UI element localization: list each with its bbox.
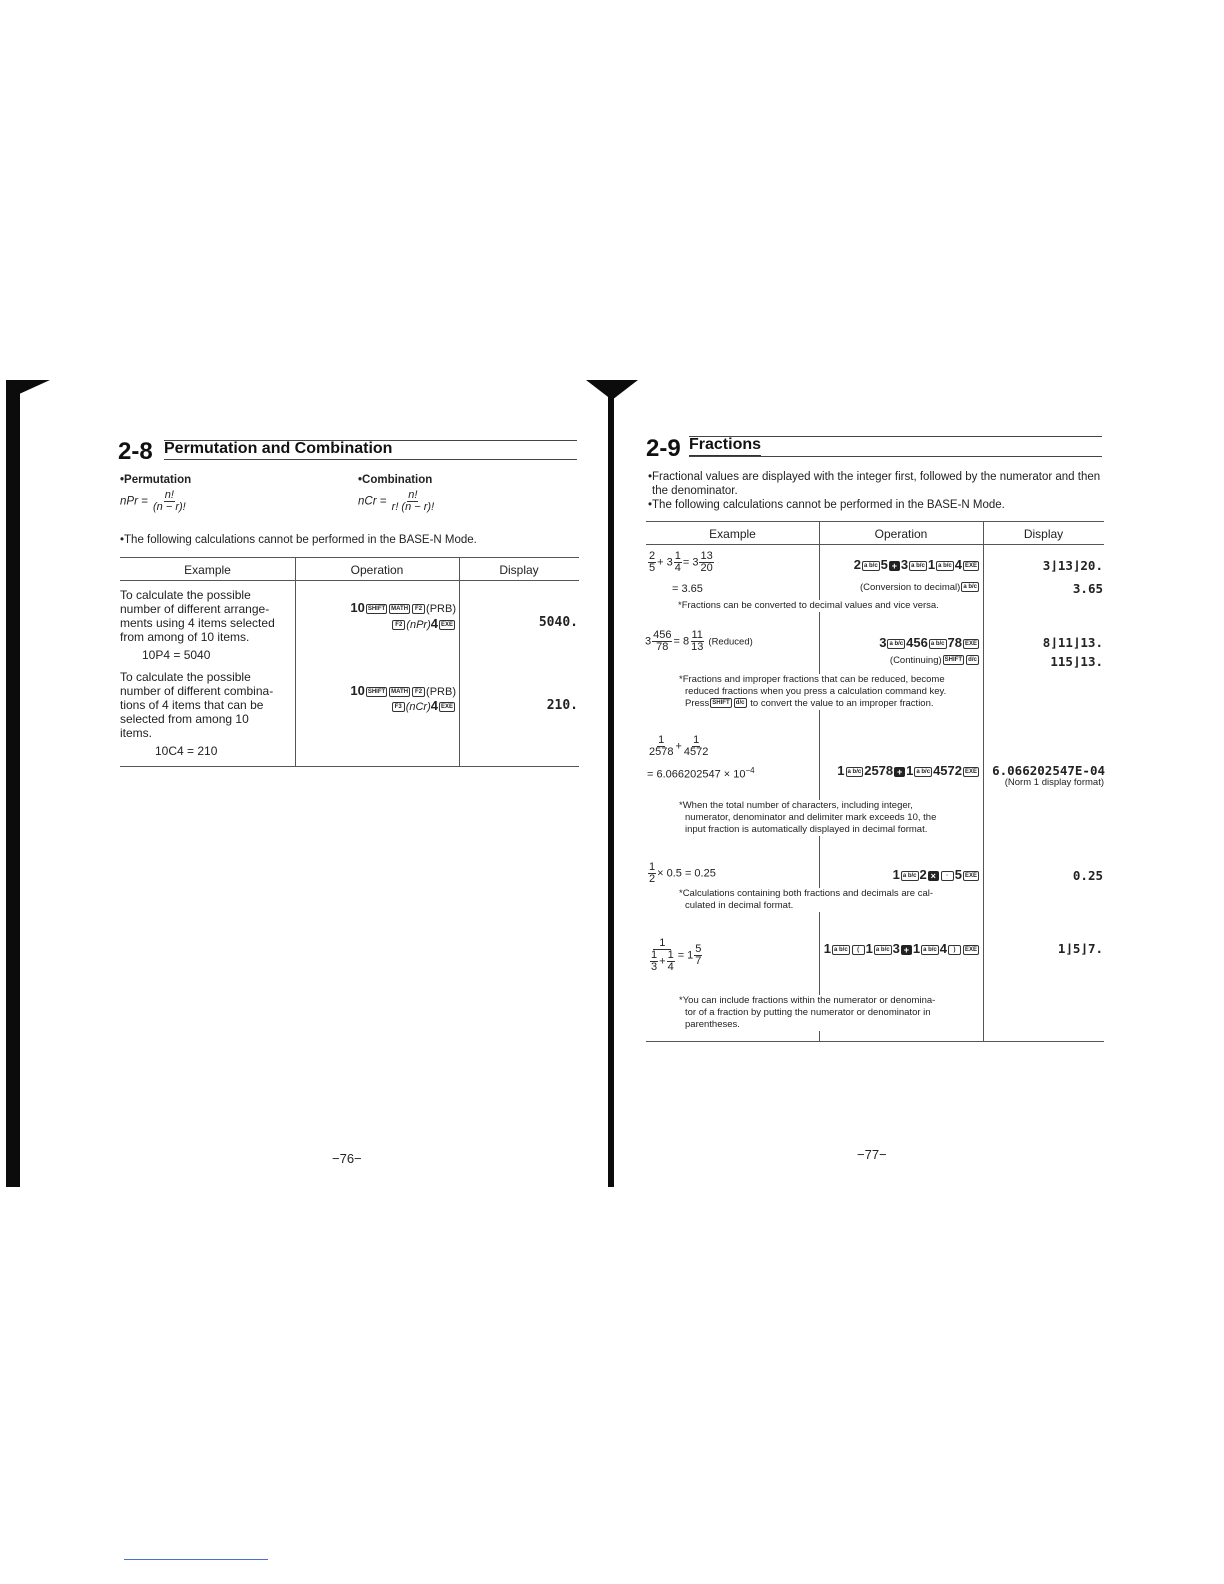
numerator: 1 [674,550,681,562]
shift-key-icon: SHIFT [367,688,386,695]
numerator: 13 [700,550,713,562]
table-header-operation: Operation [874,527,928,541]
fraction [667,950,675,973]
shift-key-icon: SHIFT [712,700,730,707]
numerator: 11 [691,629,703,641]
operator: + [659,955,666,968]
expression: × 0.5 = 0.25 [657,867,716,880]
op-number: 3 [900,557,909,572]
denominator: 4 [667,961,674,973]
combination-lhs: nCr = [358,495,387,508]
operator: = 1 [677,949,694,962]
operation-line-1 [300,683,456,698]
footnote-line: *Calculations containing both fractions and decimals are cal- [679,888,933,899]
nested-denominator [648,950,677,973]
example-line: tions of 4 items that can be [120,698,264,712]
table-row-example [120,670,292,758]
example-line: ments using 4 items selected [120,616,275,630]
op-label: (PRB) [426,603,456,615]
fraction-key-icon: a b/c [847,768,862,775]
numerator: 456 [653,629,672,641]
fraction [699,551,713,574]
fractions-intro-2: •The following calculations cannot be performed in the BASE-N Mode. [648,499,1005,511]
times-key-icon: × [928,871,939,881]
op-label: (PRB) [426,686,456,698]
example-nested-fraction [647,938,703,973]
table-header-operation: Operation [350,563,404,577]
display-value: 210. [546,698,578,713]
scan-spine-middle [608,395,614,1187]
math-key-icon: MATH [391,605,409,612]
table-col-divider [983,521,984,1041]
numerator: 1 [667,949,674,961]
bottom-link-underline[interactable] [124,1559,268,1560]
operation-line [822,941,980,956]
heading-rule-bottom [164,459,577,460]
fraction [648,862,656,885]
display-value: 5040. [538,615,578,630]
shift-key-icon: SHIFT [944,657,962,664]
op-number: 2 [919,867,927,882]
permutation-numerator: n! [164,489,174,501]
page-number-left: −76− [332,1151,362,1166]
integer: 3 [645,635,652,648]
op-label: (nCr) [405,701,431,713]
left-paren-key-icon: ( [852,945,865,955]
table-footnote [679,995,935,1031]
op-number: 2578 [864,763,894,778]
section-title-left: Permutation and Combination [164,440,392,460]
fraction [648,735,674,758]
exe-key-icon: EXE [964,562,977,569]
op-number: 1 [912,941,921,956]
display-value: 8⌋11⌋13. [1042,635,1103,650]
example-formula: 10P4 = 5040 [142,648,211,662]
table-header-display: Display [1023,527,1064,541]
table-header-display: Display [499,563,539,577]
op-number: 4572 [933,763,962,778]
table-footnote [679,888,933,912]
op-number: 456 [906,635,928,650]
op-number: 1 [837,763,845,778]
operation-subline [822,655,980,667]
operation-subline [822,582,980,594]
example-decimal: = 3.65 [672,583,703,595]
section-number-left: 2-8 [118,438,153,465]
numerator: 1 [653,938,671,950]
fraction-key-icon: a b/c [833,946,848,953]
f2-key-icon: F2 [412,604,425,614]
fractions-intro-1: •Fractional values are displayed with the integer first, followed by the numerator and then [648,471,1101,483]
footnote-line: *You can include fractions within the numerator or denomina- [679,995,936,1006]
operation-line [822,557,980,572]
example-line: from among of 10 items. [120,630,250,644]
footnote-line: tor of a fraction by putting the numerator or denominator in [685,1007,931,1018]
op-number: 2 [853,557,861,572]
denominator: 7 [695,955,702,967]
op-number: 1 [906,763,914,778]
display-format-note: (Norm 1 display format) [1004,777,1104,788]
op-number: 1 [927,557,936,572]
op-number: 78 [947,635,962,650]
fraction [648,551,656,574]
numerator: 1 [658,734,665,746]
heading-rule-bottom [689,456,1102,457]
op-number: 4 [430,616,438,631]
exe-key-icon: EXE [440,621,453,628]
op-label: (Conversion to decimal) [859,582,961,593]
denominator: 13 [691,641,704,653]
permutation-denominator: (n − r)! [153,501,186,513]
display-value: 3.65 [1072,581,1103,596]
numerator: 1 [651,949,658,961]
denominator: 20 [700,562,713,574]
op-number: 10 [350,600,365,615]
example-line: To calculate the possible [120,588,251,602]
op-number: 3 [879,635,887,650]
example-decimal [647,764,755,782]
table-footnote [679,674,946,710]
exe-key-icon: EXE [964,768,977,775]
fraction [683,735,709,758]
plus-key-icon: + [889,561,900,571]
denominator: 3 [651,961,658,973]
fraction-key-icon: a b/c [863,562,878,569]
combination-heading: •Combination [358,474,433,486]
exponent: −4 [745,766,755,775]
table-rule-bottom [120,766,579,767]
example-large-fraction [647,735,710,758]
dc-key-icon: d/c [966,655,979,665]
dc-key-icon: d/c [734,698,747,708]
table-rule-header [120,580,579,581]
table-footnote: *Fractions can be converted to decimal values and vice versa. [678,600,939,611]
op-number: 1 [892,867,900,882]
denominator: 4 [674,562,681,574]
operation-line-1 [300,600,456,615]
table-col-divider [295,557,296,766]
op-label: (Continuing) [889,655,942,666]
math-key-icon: MATH [391,688,409,695]
shift-key-icon: SHIFT [367,605,386,612]
fraction-key-icon: a b/c [930,640,945,647]
footnote-line: input fraction is automatically displayed in decimal format. [685,824,928,835]
fraction [694,944,702,967]
combination-denominator: r! (n − r)! [391,501,435,513]
nested-fraction [648,938,677,973]
operator: + 3 [657,556,673,569]
page-number-right: −77− [857,1147,887,1162]
example-mixed [647,862,716,885]
table-header-example: Example [709,527,756,541]
op-number: 4 [430,698,438,713]
example-line: number of different combina- [120,684,274,698]
operator: = 3 [682,556,699,569]
fraction-key-icon: a b/c [902,872,917,879]
op-number: 5 [954,867,962,882]
example-formula: 10C4 = 210 [155,744,218,758]
combination-fraction [391,490,435,513]
section-number-right: 2-9 [646,435,681,462]
op-number: 3 [892,941,900,956]
plus-key-icon: + [894,767,905,777]
fraction-key-icon: a b/c [911,562,925,569]
combination-numerator: n! [408,489,418,501]
table-rule-bottom [646,1041,1104,1042]
table-row-example [120,588,292,662]
example-line: selected from among 10 [120,712,249,726]
footnote-line: culated in decimal format. [685,900,794,911]
numerator: 1 [693,734,700,746]
exe-key-icon: EXE [440,703,453,710]
permutation-fraction [152,490,187,513]
permutation-lhs: nPr = [120,495,148,508]
decimal-point-key-icon: · [941,871,954,881]
op-number: 5 [880,557,888,572]
operation-line-2 [300,616,456,631]
table-rule-top [120,557,579,558]
exe-key-icon: EXE [964,640,977,647]
base-n-note-left: •The following calculations cannot be performed in the BASE-N Mode. [120,534,477,546]
numerator: 1 [649,861,656,873]
plus-key-icon: + [901,945,912,955]
exe-key-icon: EXE [964,872,977,879]
denominator: 78 [656,641,669,653]
display-value: 0.25 [1072,868,1103,883]
denominator: 4572 [683,746,709,758]
section-title-right: Fractions [689,436,761,456]
op-number: 4 [939,941,947,956]
footnote-text: to convert the value to an improper fraction. [750,698,934,709]
op-number: 1 [865,941,873,956]
table-footnote [679,800,936,836]
fraction-key-icon: a b/c [923,946,937,953]
footnote-line: *When the total number of characters, including integer, [679,800,913,811]
example-line: number of different arrange- [120,602,270,616]
example-fraction-sum [647,551,715,574]
display-value: 1⌋5⌋7. [1057,941,1103,956]
permutation-heading: •Permutation [120,474,192,486]
operator: = 8 [673,635,690,648]
fraction [690,630,704,653]
numerator: 5 [695,943,702,955]
example-line: items. [120,726,153,740]
table-col-divider [819,521,820,1041]
fraction-key-icon: a b/c [916,768,931,775]
fraction-key-icon: a b/c [938,562,952,569]
display-value: 6.066202547E-04 [992,763,1105,778]
table-rule-header [646,544,1104,545]
operation-line [822,763,980,778]
table-rule-top [646,521,1104,522]
exe-key-icon: EXE [964,946,977,953]
table-col-divider [459,557,460,766]
fractions-intro-1b: the denominator. [652,485,738,497]
operation-line-2 [300,698,456,713]
combination-formula [358,490,436,513]
op-number: 4 [954,557,962,572]
denominator: 2 [649,873,656,885]
footnote-line: *Fractions and improper fractions that can be reduced, become [679,674,945,685]
f2-key-icon: F2 [392,620,405,630]
op-number: 1 [823,941,831,956]
right-paren-key-icon: ) [948,945,961,955]
scan-spine-middle-corner [586,380,638,400]
denominator: 5 [649,562,656,574]
scan-spine-left [6,380,20,1187]
operation-line [822,867,980,882]
heading-rule-top [689,436,1102,437]
fraction [652,630,672,653]
f3-key-icon: F3 [392,702,405,712]
display-value: 3⌋13⌋20. [1042,558,1103,573]
permutation-formula [120,490,188,513]
fraction [650,950,658,973]
operator: + [675,740,682,753]
fraction [674,551,682,574]
decimal-value: = 6.066202547 × 10 [647,768,746,781]
fraction-key-icon: a b/c [963,584,977,591]
table-header-example: Example [184,563,231,577]
footnote-line: reduced fractions when you press a calculation command key. [685,686,947,697]
footnote-line: parentheses. [685,1019,740,1030]
scan-spine-left-corner [6,380,50,394]
example-reduction [645,630,753,653]
fraction-key-icon: a b/c [889,640,904,647]
fraction-key-icon: a b/c [875,946,890,953]
operation-line [822,635,980,650]
denominator: 2578 [649,746,674,758]
numerator: 2 [649,550,656,562]
op-number: 10 [350,683,365,698]
op-label: (nPr) [406,619,431,631]
display-value: 115⌋13. [1050,654,1103,669]
footnote-line: numerator, denominator and delimiter mark exceeds 10, the [685,812,937,823]
footnote-text: Press [685,698,710,709]
reduced-label: (Reduced) [708,636,753,648]
example-line: To calculate the possible [120,670,251,684]
f2-key-icon: F2 [412,687,425,697]
heading-rule-top [164,440,577,441]
